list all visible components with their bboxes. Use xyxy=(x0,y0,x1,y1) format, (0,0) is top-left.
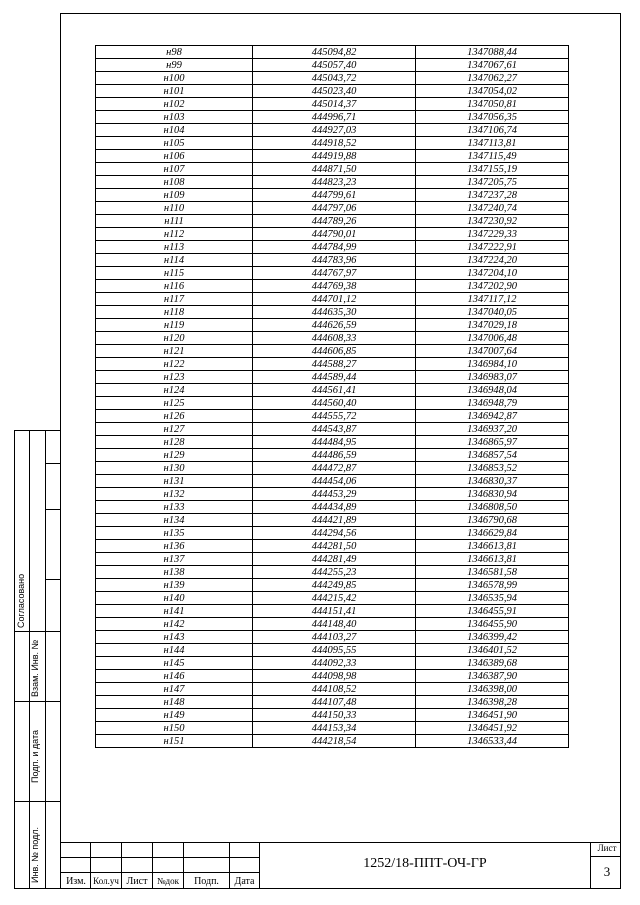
y-coordinate-cell: 1347224,20 xyxy=(416,254,569,267)
point-name-cell: н125 xyxy=(96,397,253,410)
y-coordinate-cell: 1347062,27 xyxy=(416,72,569,85)
table-row xyxy=(96,462,569,475)
point-name-cell: н111 xyxy=(96,215,253,228)
table-row xyxy=(96,371,569,384)
y-coordinate-cell: 1346389,68 xyxy=(416,657,569,670)
y-coordinate-cell: 1346613,81 xyxy=(416,540,569,553)
point-name-cell: н146 xyxy=(96,670,253,683)
point-name-cell: н121 xyxy=(96,345,253,358)
table-row xyxy=(96,631,569,644)
y-coordinate-cell: 1346451,90 xyxy=(416,709,569,722)
coordinates-table xyxy=(95,45,569,748)
point-name-cell: н139 xyxy=(96,579,253,592)
x-coordinate-cell: 444769,38 xyxy=(253,280,416,293)
x-coordinate-cell: 444799,61 xyxy=(253,189,416,202)
table-row xyxy=(96,605,569,618)
y-coordinate-cell: 1346948,79 xyxy=(416,397,569,410)
y-coordinate-cell: 1347229,33 xyxy=(416,228,569,241)
point-name-cell: н130 xyxy=(96,462,253,475)
stamp-header-podp: Подп. xyxy=(194,876,219,887)
stamp-header-izm: Изм. xyxy=(66,876,86,887)
table-row xyxy=(96,449,569,462)
y-coordinate-cell: 1346948,04 xyxy=(416,384,569,397)
point-name-cell: н141 xyxy=(96,605,253,618)
y-coordinate-cell: 1347006,48 xyxy=(416,332,569,345)
y-coordinate-cell: 1346535,94 xyxy=(416,592,569,605)
y-coordinate-cell: 1347040,05 xyxy=(416,306,569,319)
table-row xyxy=(96,683,569,696)
y-coordinate-cell: 1346533,44 xyxy=(416,735,569,748)
table-row xyxy=(96,384,569,397)
table-row xyxy=(96,85,569,98)
table-row xyxy=(96,332,569,345)
table-row xyxy=(96,423,569,436)
point-name-cell: н126 xyxy=(96,410,253,423)
point-name-cell: н135 xyxy=(96,527,253,540)
table-row xyxy=(96,345,569,358)
y-coordinate-cell: 1347230,92 xyxy=(416,215,569,228)
table-row xyxy=(96,72,569,85)
y-coordinate-cell: 1346398,00 xyxy=(416,683,569,696)
stamp-header-kol-uch: Кол.уч xyxy=(93,876,119,886)
x-coordinate-cell: 444151,41 xyxy=(253,605,416,618)
x-coordinate-cell: 444434,89 xyxy=(253,501,416,514)
table-row xyxy=(96,202,569,215)
y-coordinate-cell: 1347205,75 xyxy=(416,176,569,189)
x-coordinate-cell: 445043,72 xyxy=(253,72,416,85)
x-coordinate-cell: 444588,27 xyxy=(253,358,416,371)
y-coordinate-cell: 1347117,12 xyxy=(416,293,569,306)
side-stamp xyxy=(14,430,60,889)
point-name-cell: н106 xyxy=(96,150,253,163)
x-coordinate-cell: 444635,30 xyxy=(253,306,416,319)
point-name-cell: н147 xyxy=(96,683,253,696)
y-coordinate-cell: 1346401,52 xyxy=(416,644,569,657)
y-coordinate-cell: 1346399,42 xyxy=(416,631,569,644)
point-name-cell: н142 xyxy=(96,618,253,631)
y-coordinate-cell: 1346830,37 xyxy=(416,475,569,488)
table-row xyxy=(96,579,569,592)
table-row xyxy=(96,306,569,319)
sheet-number: 3 xyxy=(603,864,611,879)
point-name-cell: н138 xyxy=(96,566,253,579)
x-coordinate-cell: 444789,26 xyxy=(253,215,416,228)
point-name-cell: н144 xyxy=(96,644,253,657)
point-name-cell: н134 xyxy=(96,514,253,527)
x-coordinate-cell: 445023,40 xyxy=(253,85,416,98)
y-coordinate-cell: 1347115,49 xyxy=(416,150,569,163)
point-name-cell: н124 xyxy=(96,384,253,397)
table-row xyxy=(96,709,569,722)
point-name-cell: н114 xyxy=(96,254,253,267)
x-coordinate-cell: 444454,06 xyxy=(253,475,416,488)
x-coordinate-cell: 444148,40 xyxy=(253,618,416,631)
point-name-cell: н107 xyxy=(96,163,253,176)
table-row xyxy=(96,176,569,189)
y-coordinate-cell: 1346790,68 xyxy=(416,514,569,527)
table-row xyxy=(96,124,569,137)
point-name-cell: н145 xyxy=(96,657,253,670)
table-row xyxy=(96,722,569,735)
point-name-cell: н136 xyxy=(96,540,253,553)
x-coordinate-cell: 444153,34 xyxy=(253,722,416,735)
x-coordinate-cell: 444255,23 xyxy=(253,566,416,579)
y-coordinate-cell: 1346984,10 xyxy=(416,358,569,371)
table-row xyxy=(96,397,569,410)
point-name-cell: н112 xyxy=(96,228,253,241)
table-row xyxy=(96,735,569,748)
x-coordinate-cell: 444701,12 xyxy=(253,293,416,306)
table-row xyxy=(96,293,569,306)
point-name-cell: н109 xyxy=(96,189,253,202)
side-label-podp-data: Подп. и дата xyxy=(30,729,40,783)
y-coordinate-cell: 1346613,81 xyxy=(416,553,569,566)
point-name-cell: н128 xyxy=(96,436,253,449)
x-coordinate-cell: 444871,50 xyxy=(253,163,416,176)
table-row xyxy=(96,137,569,150)
x-coordinate-cell: 444103,27 xyxy=(253,631,416,644)
point-name-cell: н108 xyxy=(96,176,253,189)
x-coordinate-cell: 444281,49 xyxy=(253,553,416,566)
point-name-cell: н122 xyxy=(96,358,253,371)
x-coordinate-cell: 444784,99 xyxy=(253,241,416,254)
table-row xyxy=(96,436,569,449)
point-name-cell: н110 xyxy=(96,202,253,215)
x-coordinate-cell: 444108,52 xyxy=(253,683,416,696)
y-coordinate-cell: 1347155,19 xyxy=(416,163,569,176)
point-name-cell: н102 xyxy=(96,98,253,111)
table-row xyxy=(96,696,569,709)
y-coordinate-cell: 1346578,99 xyxy=(416,579,569,592)
point-name-cell: н137 xyxy=(96,553,253,566)
point-name-cell: н113 xyxy=(96,241,253,254)
x-coordinate-cell: 444996,71 xyxy=(253,111,416,124)
stamp-header-ndok: №док xyxy=(156,876,180,886)
table-row xyxy=(96,592,569,605)
point-name-cell: н105 xyxy=(96,137,253,150)
table-row xyxy=(96,553,569,566)
point-name-cell: н118 xyxy=(96,306,253,319)
table-row xyxy=(96,163,569,176)
x-coordinate-cell: 444767,97 xyxy=(253,267,416,280)
point-name-cell: н120 xyxy=(96,332,253,345)
sheet-label: Лист xyxy=(597,843,617,853)
y-coordinate-cell: 1346808,50 xyxy=(416,501,569,514)
stamp-header-list: Лист xyxy=(126,876,148,887)
point-name-cell: н129 xyxy=(96,449,253,462)
x-coordinate-cell: 444107,48 xyxy=(253,696,416,709)
y-coordinate-cell: 1347240,74 xyxy=(416,202,569,215)
table-row xyxy=(96,150,569,163)
table-row xyxy=(96,475,569,488)
table-row xyxy=(96,488,569,501)
y-coordinate-cell: 1347054,02 xyxy=(416,85,569,98)
x-coordinate-cell: 444790,01 xyxy=(253,228,416,241)
point-name-cell: н133 xyxy=(96,501,253,514)
table-row xyxy=(96,540,569,553)
x-coordinate-cell: 444626,59 xyxy=(253,319,416,332)
y-coordinate-cell: 1347237,28 xyxy=(416,189,569,202)
x-coordinate-cell: 445014,37 xyxy=(253,98,416,111)
y-coordinate-cell: 1346857,54 xyxy=(416,449,569,462)
table-row xyxy=(96,241,569,254)
x-coordinate-cell: 444543,87 xyxy=(253,423,416,436)
x-coordinate-cell: 444218,54 xyxy=(253,735,416,748)
point-name-cell: н140 xyxy=(96,592,253,605)
x-coordinate-cell: 444294,56 xyxy=(253,527,416,540)
side-label-vzam-inv: Взам. Инв. № xyxy=(30,639,40,697)
y-coordinate-cell: 1347067,61 xyxy=(416,59,569,72)
table-row xyxy=(96,254,569,267)
stamp-header-data: Дата xyxy=(234,876,255,887)
x-coordinate-cell: 444281,50 xyxy=(253,540,416,553)
point-name-cell: н132 xyxy=(96,488,253,501)
y-coordinate-cell: 1346455,91 xyxy=(416,605,569,618)
table-row xyxy=(96,189,569,202)
x-coordinate-cell: 444919,88 xyxy=(253,150,416,163)
table-row xyxy=(96,59,569,72)
y-coordinate-cell: 1347204,10 xyxy=(416,267,569,280)
table-row xyxy=(96,527,569,540)
table-row xyxy=(96,566,569,579)
x-coordinate-cell: 444783,96 xyxy=(253,254,416,267)
x-coordinate-cell: 445057,40 xyxy=(253,59,416,72)
x-coordinate-cell: 444095,55 xyxy=(253,644,416,657)
point-name-cell: н131 xyxy=(96,475,253,488)
point-name-cell: н103 xyxy=(96,111,253,124)
y-coordinate-cell: 1346983,07 xyxy=(416,371,569,384)
table-row xyxy=(96,657,569,670)
y-coordinate-cell: 1347222,91 xyxy=(416,241,569,254)
x-coordinate-cell: 444927,03 xyxy=(253,124,416,137)
table-row xyxy=(96,267,569,280)
point-name-cell: н98 xyxy=(96,46,253,59)
table-row xyxy=(96,46,569,59)
y-coordinate-cell: 1347088,44 xyxy=(416,46,569,59)
point-name-cell: н104 xyxy=(96,124,253,137)
x-coordinate-cell: 444472,87 xyxy=(253,462,416,475)
x-coordinate-cell: 444606,85 xyxy=(253,345,416,358)
y-coordinate-cell: 1347050,81 xyxy=(416,98,569,111)
table-row xyxy=(96,111,569,124)
table-row xyxy=(96,280,569,293)
y-coordinate-cell: 1346387,90 xyxy=(416,670,569,683)
y-coordinate-cell: 1347007,64 xyxy=(416,345,569,358)
side-label-inv-podl: Инв. № подл. xyxy=(30,826,40,883)
y-coordinate-cell: 1346629,84 xyxy=(416,527,569,540)
x-coordinate-cell: 445094,82 xyxy=(253,46,416,59)
table-row xyxy=(96,215,569,228)
y-coordinate-cell: 1346830,94 xyxy=(416,488,569,501)
point-name-cell: н115 xyxy=(96,267,253,280)
x-coordinate-cell: 444918,52 xyxy=(253,137,416,150)
point-name-cell: н100 xyxy=(96,72,253,85)
x-coordinate-cell: 444484,95 xyxy=(253,436,416,449)
table-row xyxy=(96,501,569,514)
x-coordinate-cell: 444561,41 xyxy=(253,384,416,397)
point-name-cell: н143 xyxy=(96,631,253,644)
y-coordinate-cell: 1346942,87 xyxy=(416,410,569,423)
x-coordinate-cell: 444608,33 xyxy=(253,332,416,345)
x-coordinate-cell: 444589,44 xyxy=(253,371,416,384)
table-row xyxy=(96,670,569,683)
point-name-cell: н127 xyxy=(96,423,253,436)
table-row xyxy=(96,98,569,111)
point-name-cell: н123 xyxy=(96,371,253,384)
x-coordinate-cell: 444092,33 xyxy=(253,657,416,670)
x-coordinate-cell: 444421,89 xyxy=(253,514,416,527)
x-coordinate-cell: 444797,06 xyxy=(253,202,416,215)
x-coordinate-cell: 444486,59 xyxy=(253,449,416,462)
side-label-soglasovano: Согласовано xyxy=(16,573,26,628)
y-coordinate-cell: 1347056,35 xyxy=(416,111,569,124)
x-coordinate-cell: 444555,72 xyxy=(253,410,416,423)
point-name-cell: н149 xyxy=(96,709,253,722)
table-row xyxy=(96,319,569,332)
table-row xyxy=(96,410,569,423)
x-coordinate-cell: 444150,33 xyxy=(253,709,416,722)
x-coordinate-cell: 444560,40 xyxy=(253,397,416,410)
point-name-cell: н151 xyxy=(96,735,253,748)
y-coordinate-cell: 1346865,97 xyxy=(416,436,569,449)
table-row xyxy=(96,644,569,657)
point-name-cell: н101 xyxy=(96,85,253,98)
x-coordinate-cell: 444823,23 xyxy=(253,176,416,189)
x-coordinate-cell: 444098,98 xyxy=(253,670,416,683)
x-coordinate-cell: 444453,29 xyxy=(253,488,416,501)
table-row xyxy=(96,618,569,631)
y-coordinate-cell: 1346937,20 xyxy=(416,423,569,436)
point-name-cell: н116 xyxy=(96,280,253,293)
y-coordinate-cell: 1347202,90 xyxy=(416,280,569,293)
table-row xyxy=(96,228,569,241)
y-coordinate-cell: 1346398,28 xyxy=(416,696,569,709)
y-coordinate-cell: 1346455,90 xyxy=(416,618,569,631)
point-name-cell: н150 xyxy=(96,722,253,735)
point-name-cell: н119 xyxy=(96,319,253,332)
table-row xyxy=(96,514,569,527)
table-row xyxy=(96,358,569,371)
y-coordinate-cell: 1347106,74 xyxy=(416,124,569,137)
y-coordinate-cell: 1346853,52 xyxy=(416,462,569,475)
y-coordinate-cell: 1347029,18 xyxy=(416,319,569,332)
document-code: 1252/18-ППТ-ОЧ-ГР xyxy=(363,856,487,871)
x-coordinate-cell: 444249,85 xyxy=(253,579,416,592)
title-block xyxy=(60,842,621,889)
point-name-cell: н99 xyxy=(96,59,253,72)
y-coordinate-cell: 1346581,58 xyxy=(416,566,569,579)
y-coordinate-cell: 1346451,92 xyxy=(416,722,569,735)
point-name-cell: н117 xyxy=(96,293,253,306)
x-coordinate-cell: 444215,42 xyxy=(253,592,416,605)
y-coordinate-cell: 1347113,81 xyxy=(416,137,569,150)
point-name-cell: н148 xyxy=(96,696,253,709)
